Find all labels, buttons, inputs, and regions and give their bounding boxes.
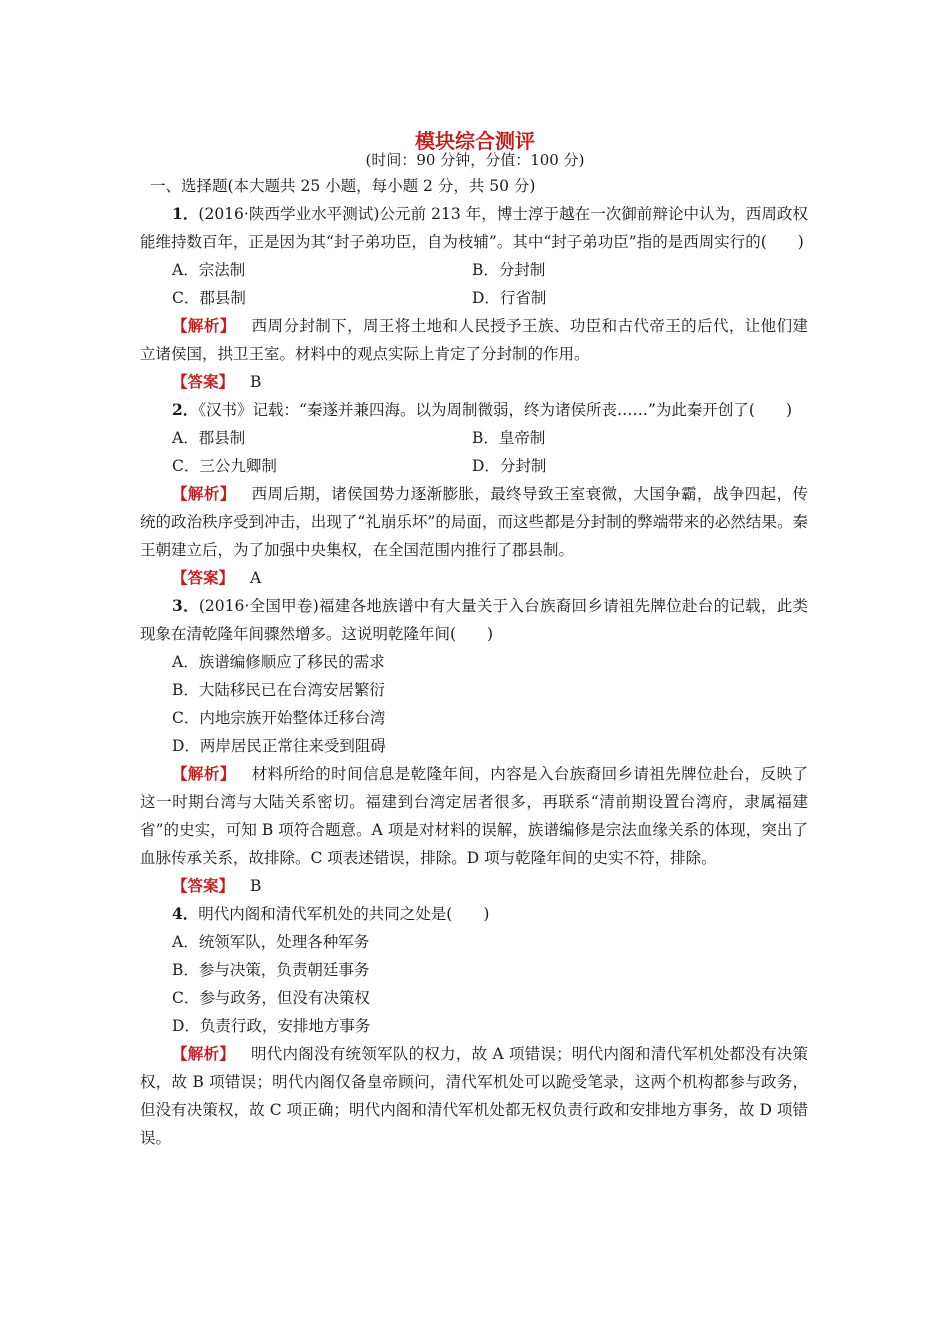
answer-value: A	[250, 569, 262, 587]
option-d: D．负责行政，安排地方事务	[172, 1017, 371, 1035]
option-a: A．郡县制	[172, 429, 246, 447]
question-2	[140, 396, 808, 424]
option-d: D．行省制	[472, 289, 547, 307]
option-b: B．参与决策，负责朝廷事务	[172, 961, 370, 979]
answer-value: B	[250, 373, 262, 391]
answer-3	[140, 872, 808, 900]
options-row	[140, 284, 808, 312]
exam-content	[140, 172, 808, 1152]
explanation-text: 西周后期，诸侯国势力逐渐膨胀，最终导致王室衰微，大国争霸，战争四起，传统的政治秩序受到冲击，出现了“礼崩乐坏”的局面，而这些都是分封制的弊端带来的必然结果。秦王朝建立后，为了加强中央集权，在全国范围内推行了郡县制。	[140, 485, 808, 559]
section-heading: 一、选择题(本大题共 25 小题，每小题 2 分，共 50 分)	[150, 177, 536, 195]
question-1	[140, 200, 808, 256]
question-stem: (2016·陕西学业水平测试)公元前 213 年，博士淳于越在一次御前辩论中认为，西周政权能维持数百年，正是因为其“封子弟功臣，自为枝辅”。其中“封子弟功臣”指的是西周实行的( )	[140, 205, 808, 251]
question-number: 1．	[172, 204, 199, 223]
explain-label: 【解析】	[172, 1044, 236, 1063]
explanation-2	[140, 480, 808, 564]
options-row	[140, 256, 808, 284]
explanation-text: 西周分封制下，周王将土地和人民授予王族、功臣和古代帝王的后代，让他们建立诸侯国，拱卫王室。材料中的观点实际上肯定了分封制的作用。	[140, 317, 808, 363]
option-b: B．大陆移民已在台湾安居繁衍	[172, 681, 385, 699]
option-a: A．族谱编修顺应了移民的需求	[172, 653, 385, 671]
answer-label: 【答案】	[172, 372, 235, 391]
option-c: C．三公九卿制	[172, 457, 277, 475]
explanation-3	[140, 760, 808, 872]
question-number: 4．	[172, 904, 199, 923]
question-stem: (2016·全国甲卷)福建各地族谱中有大量关于入台族裔回乡请祖先牌位赴台的记载，此类现象在清乾隆年间骤然增多。这说明乾隆年间( )	[140, 597, 808, 643]
option-c: C．参与政务，但没有决策权	[172, 989, 370, 1007]
explanation-4	[140, 1040, 808, 1152]
answer-value: B	[250, 877, 262, 895]
option-d: D．两岸居民正常往来受到阻碍	[172, 737, 386, 755]
page-title: 模块综合测评	[415, 129, 535, 153]
explain-label: 【解析】	[172, 764, 236, 783]
answer-label: 【答案】	[172, 568, 235, 587]
answer-2	[140, 564, 808, 592]
question-4	[140, 900, 808, 928]
option-b: B．皇帝制	[472, 429, 546, 447]
options-row	[140, 452, 808, 480]
explanation-text: 明代内阁没有统领军队的权力，故 A 项错误；明代内阁和清代军机处都没有决策权，故 B 项错误；明代内阁仅备皇帝顾问，清代军机处可以跪受笔录，这两个机构都参与政务，但没有决策权，故 C 项正确；明代内阁和清代军机处都无权负责行政和安排地方事务，故 D 项错误。	[140, 1045, 808, 1147]
answer-1	[140, 368, 808, 396]
question-stem: 《汉书》记载：“秦遂并兼四海。以为周制微弱，终为诸侯所丧……”为此秦开创了( )	[198, 401, 792, 419]
option-a: A．宗法制	[172, 261, 246, 279]
option-c: C．郡县制	[172, 289, 246, 307]
question-stem: 明代内阁和清代军机处的共同之处是( )	[198, 905, 490, 923]
explain-label: 【解析】	[172, 484, 236, 503]
option-a: A．统领军队，处理各种军务	[172, 933, 370, 951]
option-b: B．分封制	[472, 261, 546, 279]
explain-label: 【解析】	[172, 316, 236, 335]
explanation-1	[140, 312, 808, 368]
option-c: C．内地宗族开始整体迁移台湾	[172, 709, 386, 727]
question-number: 2．	[172, 400, 199, 419]
answer-label: 【答案】	[172, 876, 235, 895]
exam-info: (时间：90 分钟，分值：100 分)	[365, 151, 585, 169]
question-number: 3．	[172, 596, 199, 615]
options-row	[140, 424, 808, 452]
question-3	[140, 592, 808, 648]
explanation-text: 材料所给的时间信息是乾隆年间，内容是入台族裔回乡请祖先牌位赴台，反映了这一时期台湾与大陆关系密切。福建到台湾定居者很多，再联系“清前期设置台湾府，隶属福建省”的史实，可知 B 项符合题意。A 项是对材料的误解，族谱编修是宗法血缘关系的体现，突出了血脉传承关系，故排除。C 项表述错误，排除。D 项与乾隆年间的史实不符，排除。	[140, 765, 808, 867]
option-d: D．分封制	[472, 457, 547, 475]
